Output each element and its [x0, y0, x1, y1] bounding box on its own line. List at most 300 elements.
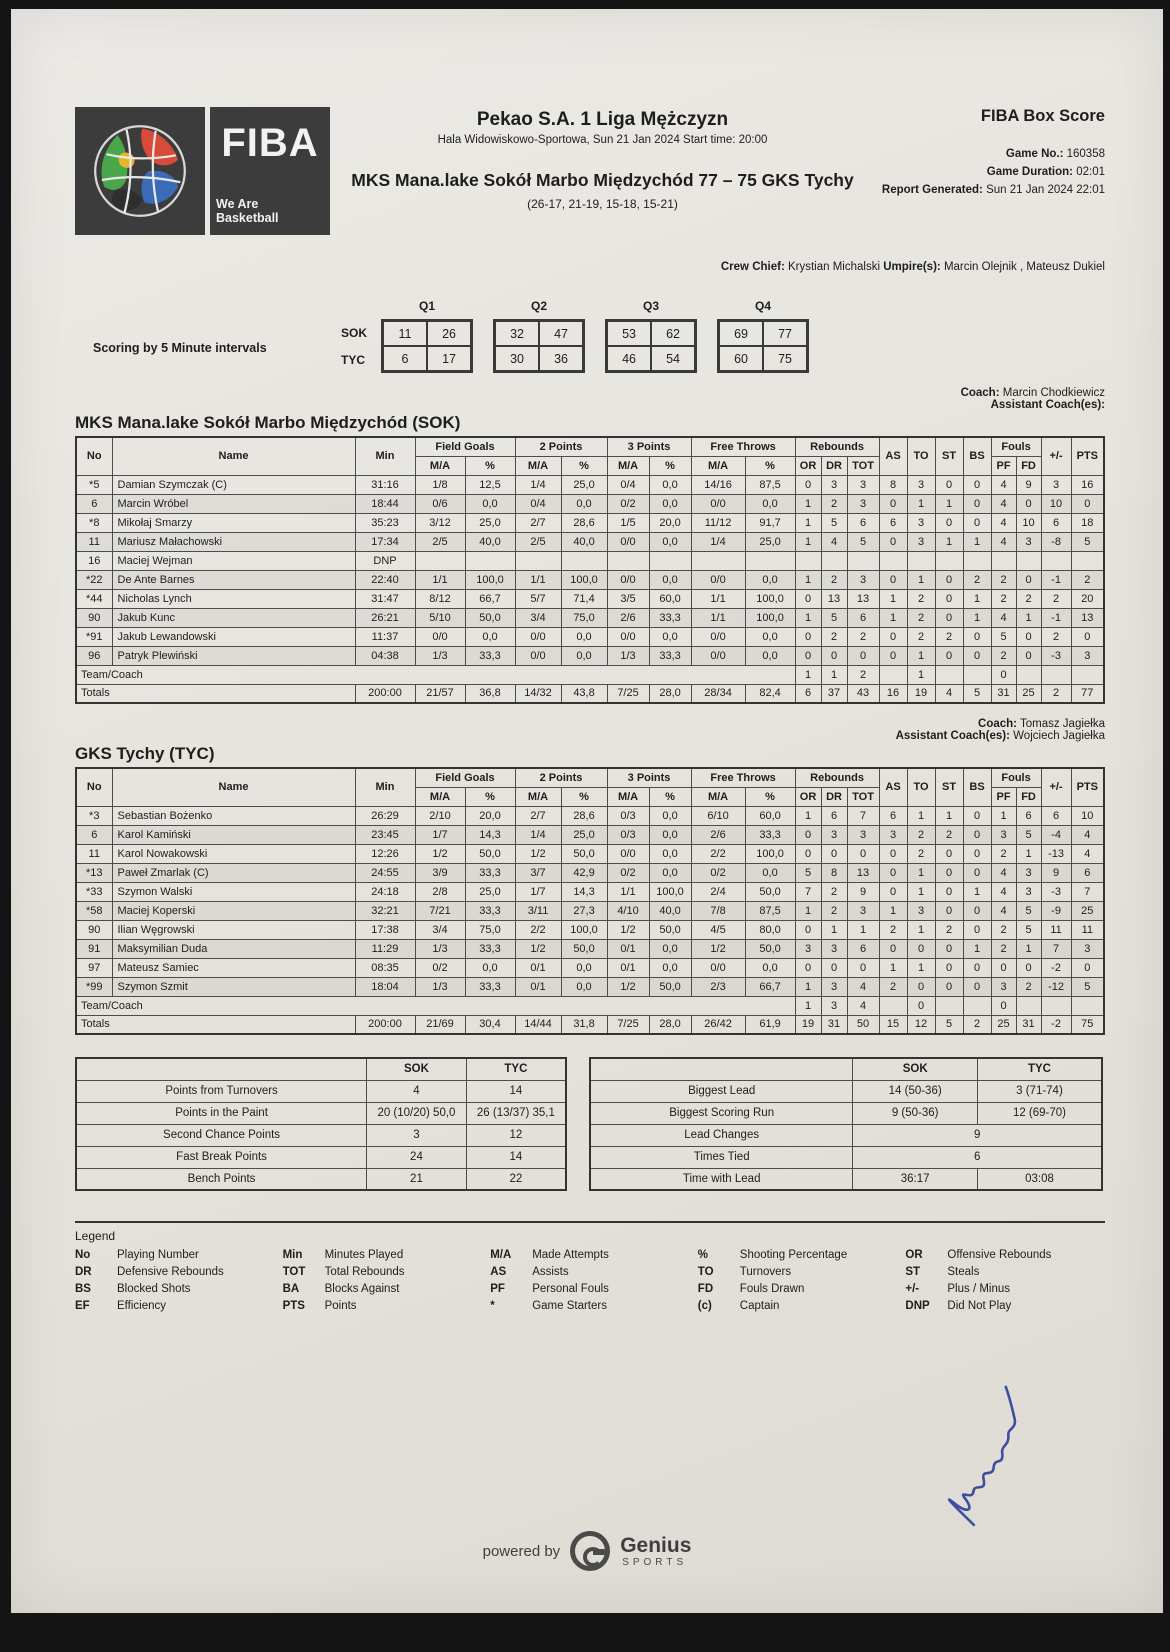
col-sub: FD [1016, 787, 1041, 806]
stat-cell: 2/5 [515, 532, 561, 551]
stat-cell: 0 [963, 977, 991, 996]
stat-cell: 3 [1041, 475, 1071, 494]
stat-cell: 1 [1016, 844, 1041, 863]
stat-cell: 43 [847, 684, 879, 703]
player-stats-table [75, 436, 1105, 704]
player-name: De Ante Barnes [112, 570, 355, 589]
stat-cell [1041, 551, 1071, 570]
stat-cell: 3/4 [515, 608, 561, 627]
player-row [76, 532, 1104, 551]
player-number: 96 [76, 646, 112, 665]
stat-cell: 28,0 [649, 684, 691, 703]
stat-cell: 3/12 [415, 513, 465, 532]
stat-cell [963, 996, 991, 1015]
stat-cell: 0 [935, 882, 963, 901]
stat-cell: 13 [847, 863, 879, 882]
lead-stats-row [590, 1080, 1102, 1102]
col-assists: AS [879, 768, 907, 806]
stat-cell: 9 [1041, 863, 1071, 882]
quarter-score-row [607, 346, 695, 371]
stat-cell: 1/1 [415, 570, 465, 589]
lead-stats-row [590, 1124, 1102, 1146]
player-row [76, 882, 1104, 901]
stat-cell: 0,0 [465, 958, 515, 977]
stat-cell: 0 [963, 863, 991, 882]
game-stats-row [76, 1124, 566, 1146]
player-name: Nicholas Lynch [112, 589, 355, 608]
player-number: *33 [76, 882, 112, 901]
player-number: *22 [76, 570, 112, 589]
stat-cell: 4/10 [607, 901, 649, 920]
stat-cell: 14/16 [691, 475, 745, 494]
stat-cell: 19 [907, 684, 935, 703]
player-row [76, 901, 1104, 920]
player-name: Szymon Szmit [112, 977, 355, 996]
stat-cell: 14/44 [515, 1015, 561, 1034]
stat-cell: 1/2 [691, 939, 745, 958]
stat-cell: -12 [1041, 977, 1071, 996]
stat-cell: 2 [847, 627, 879, 646]
legend-description: Plus / Minus [947, 1283, 1011, 1295]
stat-cell: 25 [1016, 684, 1041, 703]
assistant-coach-label: Assistant Coach(es): [895, 730, 1010, 742]
stat-cell: 1 [795, 901, 821, 920]
legend-abbr: No [75, 1249, 91, 1261]
stat-cell: 7 [1071, 882, 1104, 901]
stat-cell: 14,3 [561, 882, 607, 901]
stat-cell: 0/4 [607, 475, 649, 494]
stat-cell: 6/10 [691, 806, 745, 825]
quarter-score-cell: 36 [539, 346, 583, 371]
col-2points: 2 Points [515, 768, 607, 787]
stat-cell: 7/21 [415, 901, 465, 920]
stat-cell: 3 [795, 939, 821, 958]
footer [11, 1531, 1163, 1571]
stat-cell: -1 [1041, 608, 1071, 627]
player-name: Maksymilian Duda [112, 939, 355, 958]
stat-cell: 0/3 [607, 825, 649, 844]
stat-cell: 2 [963, 570, 991, 589]
stat-cell: 0 [935, 958, 963, 977]
legend-grid [75, 1249, 1105, 1312]
stat-cell: 100,0 [745, 844, 795, 863]
stat-cell: 0 [935, 977, 963, 996]
stat-cell: 0 [991, 665, 1016, 684]
legend-abbr: TO [697, 1266, 714, 1278]
col-points: PTS [1071, 437, 1104, 475]
legend [75, 1221, 1105, 1312]
coach-name: Marcin Chodkiewicz [999, 387, 1105, 399]
stat-cell: 0/6 [415, 494, 465, 513]
stat-cell: 2 [991, 939, 1016, 958]
legend-item [698, 1249, 898, 1261]
col-plusminus: +/- [1041, 437, 1071, 475]
stat-cell [745, 551, 795, 570]
stat-cell: 12,5 [465, 475, 515, 494]
stat-cell: 1 [907, 958, 935, 977]
summary-value-tyc: 12 [466, 1124, 566, 1146]
stat-cell: 3 [821, 977, 847, 996]
col-no: No [76, 768, 112, 806]
stat-cell: 3 [907, 901, 935, 920]
stat-cell: 3 [907, 532, 935, 551]
player-row [76, 608, 1104, 627]
stat-cell: 31:16 [355, 475, 415, 494]
stat-cell: 6 [821, 806, 847, 825]
col-assists: AS [879, 437, 907, 475]
crew-chief-name: Krystian Michalski [787, 261, 881, 273]
col-sub: % [745, 456, 795, 475]
col-no: No [76, 437, 112, 475]
stat-cell: 1 [795, 513, 821, 532]
stat-cell: 25,0 [465, 513, 515, 532]
stat-cell [1016, 551, 1041, 570]
player-name: Maciej Wejman [112, 551, 355, 570]
game-number-label: Game No.: [1005, 148, 1064, 160]
stat-cell: 50,0 [465, 844, 515, 863]
stat-cell: 80,0 [745, 920, 795, 939]
col-3points: 3 Points [607, 437, 691, 456]
stat-cell [847, 551, 879, 570]
quarter-score-box [493, 319, 585, 373]
stat-cell: 1 [907, 665, 935, 684]
stat-cell: 10 [1041, 494, 1071, 513]
stat-cell: 0/1 [515, 958, 561, 977]
stat-cell: 200:00 [355, 1015, 415, 1034]
stat-cell: 6 [795, 684, 821, 703]
stat-cell: 0/0 [691, 570, 745, 589]
umpires-label: Umpire(s): [883, 261, 941, 273]
game-stats-row [76, 1102, 566, 1124]
stat-cell: 2/5 [415, 532, 465, 551]
quarter-score-cell: 17 [427, 346, 471, 371]
assistant-coach-name: Wojciech Jagiełka [1009, 730, 1105, 742]
stat-cell: 0 [795, 844, 821, 863]
player-number: 6 [76, 825, 112, 844]
stat-cell: 3 [991, 977, 1016, 996]
col-free-throws: Free Throws [691, 768, 795, 787]
player-name: Jakub Kunc [112, 608, 355, 627]
quarter-score-cell: 30 [495, 346, 539, 371]
stat-cell: 2 [1041, 589, 1071, 608]
stat-cell: 0 [879, 627, 907, 646]
player-name: Ilian Węgrowski [112, 920, 355, 939]
stat-cell: 0/0 [691, 494, 745, 513]
stat-cell: 4 [991, 532, 1016, 551]
stat-cell: 0 [935, 646, 963, 665]
player-name: Sebastian Bożenko [112, 806, 355, 825]
summary-value-sok: 24 [367, 1146, 467, 1168]
player-name: Szymon Walski [112, 882, 355, 901]
stat-cell: 0 [935, 901, 963, 920]
stat-cell: 11 [1041, 920, 1071, 939]
stat-cell [935, 996, 963, 1015]
stat-cell: 17:38 [355, 920, 415, 939]
col-rebounds: Rebounds [795, 437, 879, 456]
summary-value-sok: 21 [367, 1168, 467, 1190]
stat-cell: 25,0 [745, 532, 795, 551]
stat-cell: 11:37 [355, 627, 415, 646]
stat-cell: 6 [847, 939, 879, 958]
legend-description: Total Rebounds [324, 1266, 405, 1278]
stat-cell: 26:21 [355, 608, 415, 627]
stat-cell: 2 [907, 589, 935, 608]
quarter-group [717, 299, 809, 373]
venue-line: Hala Widowiskowo-Sportowa, Sun 21 Jan 2024 Start time: 20:00 [437, 134, 768, 146]
player-row [76, 825, 1104, 844]
quarter-score-cell: 69 [719, 321, 763, 346]
legend-abbr: DR [75, 1266, 92, 1278]
legend-item [283, 1300, 483, 1312]
stat-cell: 4 [935, 684, 963, 703]
stat-cell: 1 [821, 665, 847, 684]
stat-cell: 0 [935, 513, 963, 532]
stat-cell: 3 [847, 901, 879, 920]
stat-cell: -3 [1041, 646, 1071, 665]
stat-cell: 31 [1016, 1015, 1041, 1034]
stat-cell: 66,7 [745, 977, 795, 996]
player-row [76, 475, 1104, 494]
stat-cell: 0/0 [607, 532, 649, 551]
stat-cell: 0 [963, 825, 991, 844]
stat-cell: 0,0 [465, 627, 515, 646]
stat-cell: 5 [991, 627, 1016, 646]
legend-description: Fouls Drawn [739, 1283, 805, 1295]
summary-label: Times Tied [590, 1146, 853, 1168]
col-fouls: Fouls [991, 768, 1041, 787]
stat-cell: 1 [795, 665, 821, 684]
stat-cell: 28/34 [691, 684, 745, 703]
stat-cell: -9 [1041, 901, 1071, 920]
stat-cell: 0 [847, 646, 879, 665]
fiba-basketball-icon [75, 107, 205, 235]
stat-cell: 1 [1016, 939, 1041, 958]
legend-abbr: TOT [282, 1266, 306, 1278]
stat-cell: 4 [847, 996, 879, 1015]
stat-cell: 20,0 [465, 806, 515, 825]
stat-cell: 13 [821, 589, 847, 608]
player-name: Karol Kamiński [112, 825, 355, 844]
stat-cell: 5 [1071, 532, 1104, 551]
stat-cell: 1/2 [607, 977, 649, 996]
stat-cell: 17:34 [355, 532, 415, 551]
stat-cell: 33,3 [465, 901, 515, 920]
stat-cell: 2 [1071, 570, 1104, 589]
stat-cell: 2/10 [415, 806, 465, 825]
stat-cell: 0 [1071, 494, 1104, 513]
stat-cell: 33,3 [465, 646, 515, 665]
col-sub: % [465, 456, 515, 475]
summary-value-tyc: 03:08 [977, 1168, 1102, 1190]
stat-cell: 0,0 [745, 570, 795, 589]
legend-item [490, 1300, 690, 1312]
stat-cell: 8/12 [415, 589, 465, 608]
quarter-group [381, 299, 473, 373]
stat-cell [415, 551, 465, 570]
stat-cell: 1/2 [515, 939, 561, 958]
stat-cell: 0/2 [607, 863, 649, 882]
stat-cell: 1/3 [415, 646, 465, 665]
stat-cell: 2 [907, 608, 935, 627]
stat-cell: 6 [1071, 863, 1104, 882]
stat-cell [1071, 665, 1104, 684]
legend-abbr: OR [905, 1249, 923, 1261]
stat-cell: 0 [847, 958, 879, 977]
crew-chief-label: Crew Chief: [720, 261, 785, 273]
legend-item [698, 1283, 898, 1295]
stat-cell: 6 [879, 806, 907, 825]
stat-cell: 3 [1071, 646, 1104, 665]
stat-cell: 1 [1016, 608, 1041, 627]
legend-item [75, 1249, 275, 1261]
stat-cell: 60,0 [649, 589, 691, 608]
stat-cell: 2/6 [691, 825, 745, 844]
header [75, 107, 1105, 235]
stat-cell: 6 [847, 608, 879, 627]
report-generated-value: Sun 21 Jan 2024 22:01 [986, 184, 1105, 196]
legend-description: Offensive Rebounds [947, 1249, 1052, 1261]
stat-cell: 100,0 [465, 570, 515, 589]
summary-label: Points from Turnovers [76, 1080, 367, 1102]
stat-cell: 3/5 [607, 589, 649, 608]
stat-cell: 1/4 [515, 825, 561, 844]
stat-cell: 3 [847, 825, 879, 844]
player-number: 11 [76, 844, 112, 863]
stat-cell: 1/3 [607, 646, 649, 665]
player-row [76, 844, 1104, 863]
summary-label: Time with Lead [590, 1168, 853, 1190]
stat-cell: 9 [1016, 475, 1041, 494]
stat-cell: 0 [963, 646, 991, 665]
legend-abbr: % [697, 1249, 709, 1261]
col-sub: % [561, 787, 607, 806]
stat-cell: 2/7 [515, 806, 561, 825]
quarter-score-cell: 62 [651, 321, 695, 346]
stat-cell: 4 [991, 882, 1016, 901]
player-number: 97 [76, 958, 112, 977]
stat-cell: 0 [963, 901, 991, 920]
stat-cell: 0 [991, 958, 1016, 977]
stat-cell: 0 [935, 863, 963, 882]
stat-cell: 0 [795, 589, 821, 608]
stat-cell [1016, 665, 1041, 684]
stat-cell: 0 [879, 939, 907, 958]
stat-cell: 2 [1016, 589, 1041, 608]
stat-cell: 2 [821, 882, 847, 901]
stat-cell: 3 [821, 996, 847, 1015]
stat-cell: 2 [821, 627, 847, 646]
stat-cell: 1/7 [415, 825, 465, 844]
quarter-group [493, 299, 585, 373]
stat-cell: 25 [1071, 901, 1104, 920]
stat-cell: 40,0 [465, 532, 515, 551]
stat-cell: 0/0 [607, 627, 649, 646]
stat-cell: 1 [795, 532, 821, 551]
stat-cell: 0 [963, 806, 991, 825]
assistant-coach-label: Assistant Coach(es): [990, 399, 1105, 411]
totals-label: Totals [76, 684, 355, 703]
stat-cell: 3 [991, 825, 1016, 844]
stat-cell: 2 [1041, 684, 1071, 703]
stat-cell: 1/4 [691, 532, 745, 551]
legend-description: Made Attempts [532, 1249, 609, 1261]
stat-cell: 0 [795, 958, 821, 977]
stat-cell: 0,0 [745, 646, 795, 665]
quarter-breakdown: (26-17, 21-19, 15-18, 15-21) [527, 197, 678, 211]
quarter-score-cell: 46 [607, 346, 651, 371]
legend-description: Playing Number [117, 1249, 199, 1261]
stat-cell: 14,3 [465, 825, 515, 844]
player-row [76, 958, 1104, 977]
col-min: Min [355, 437, 415, 475]
col-min: Min [355, 768, 415, 806]
stat-cell: DNP [355, 551, 415, 570]
header-center [330, 107, 875, 235]
team-sections [75, 387, 1105, 1035]
stat-cell: 0 [963, 494, 991, 513]
interval-team-codes [341, 299, 367, 373]
stat-cell: 0/4 [515, 494, 561, 513]
stat-cell: 18:04 [355, 977, 415, 996]
stat-cell: 1 [963, 882, 991, 901]
quarter-score-box [605, 319, 697, 373]
stat-cell: 5 [1016, 825, 1041, 844]
stat-cell: 0,0 [649, 939, 691, 958]
player-number: *44 [76, 589, 112, 608]
team-title: MKS Mana.lake Sokół Marbo Międzychód (SOK) [75, 413, 461, 432]
stat-cell: 0,0 [649, 627, 691, 646]
stat-cell: 71,4 [561, 589, 607, 608]
stat-cell: -4 [1041, 825, 1071, 844]
stat-cell: 50 [847, 1015, 879, 1034]
summary-value-sok: 20 (10/20) 50,0 [367, 1102, 467, 1124]
stat-cell: 1 [795, 977, 821, 996]
stat-cell: 1/1 [515, 570, 561, 589]
col-rebounds: Rebounds [795, 768, 879, 787]
stat-cell: 75,0 [465, 920, 515, 939]
legend-item [283, 1266, 483, 1278]
stat-cell: -2 [1041, 1015, 1071, 1034]
fiba-wordmark [210, 107, 330, 235]
coach-label: Coach: [960, 387, 1000, 399]
game-duration-label: Game Duration: [986, 166, 1074, 178]
legend-abbr: ST [905, 1266, 921, 1278]
legend-description: Blocked Shots [117, 1283, 191, 1295]
col-sub: DR [821, 456, 847, 475]
legend-description: Personal Fouls [532, 1283, 609, 1295]
stat-cell: 5 [1016, 920, 1041, 939]
stat-cell: 1 [795, 806, 821, 825]
col-sub: M/A [691, 787, 745, 806]
stat-cell: 0,0 [745, 958, 795, 977]
stat-cell: 3 [1016, 532, 1041, 551]
stat-cell: 31,8 [561, 1015, 607, 1034]
legend-abbr: BA [282, 1283, 300, 1295]
legend-item [698, 1300, 898, 1312]
stat-cell: 3 [847, 494, 879, 513]
legend-item [905, 1300, 1105, 1312]
col-field-goals: Field Goals [415, 768, 515, 787]
stat-cell: 1 [821, 920, 847, 939]
player-number: *3 [76, 806, 112, 825]
stat-cell: 2/3 [691, 977, 745, 996]
quarter-score-row [719, 346, 807, 371]
col-plusminus: +/- [1041, 768, 1071, 806]
stat-cell: 2/8 [415, 882, 465, 901]
stat-cell: 0/2 [415, 958, 465, 977]
stat-cell: 0,0 [745, 494, 795, 513]
stat-cell: 0,0 [649, 570, 691, 589]
